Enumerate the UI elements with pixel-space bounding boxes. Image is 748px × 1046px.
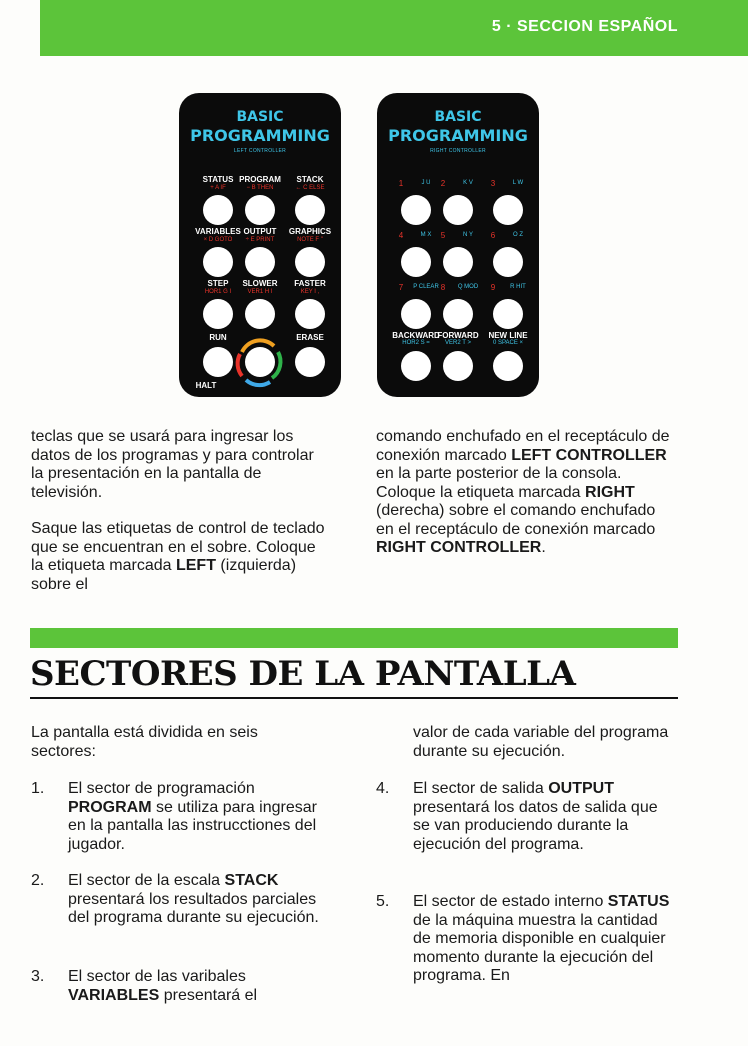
keypad-button	[401, 299, 431, 329]
key-label: RUN	[209, 333, 227, 342]
halt-label: HALT	[195, 381, 217, 390]
section-title: SECTORES DE LA PANTALLA	[30, 654, 576, 694]
key-label: STACK	[296, 175, 324, 184]
keypad-title: PROGRAMMING	[388, 126, 528, 145]
key-label: FORWARD	[437, 331, 479, 340]
intro-left-column	[31, 428, 327, 594]
key-label: ERASE	[296, 333, 324, 342]
key-sublabel: ÷ E PRINT	[245, 237, 275, 243]
key-sublabel: O Z	[513, 232, 523, 238]
keypad-button	[493, 195, 523, 225]
body-intro: La pantalla está dividida en seis sectores:	[31, 724, 258, 760]
keypad-button	[203, 247, 233, 277]
right-controller-keypad	[377, 93, 539, 397]
section-header: 5 · SECCION ESPAÑOL	[491, 18, 678, 35]
key-sublabel: + A IF	[210, 185, 226, 191]
key-sublabel: N Y	[463, 232, 473, 238]
key-label: FASTER	[294, 279, 326, 288]
keypad-button	[493, 299, 523, 329]
keypad-button	[203, 195, 233, 225]
key-label: STEP	[207, 279, 229, 288]
keypad-button	[401, 195, 431, 225]
key-sublabel: KEY I ,	[300, 289, 320, 295]
keypad-title: BASIC	[236, 109, 284, 125]
keypad-button	[401, 247, 431, 277]
key-number: 5	[440, 231, 446, 240]
key-sublabel: R HIT	[510, 284, 526, 290]
keypad-button	[295, 347, 325, 377]
cycle-arrows-icon	[230, 332, 290, 392]
key-number: 7	[398, 283, 404, 292]
key-sublabel: 0 SPACE ×	[492, 340, 524, 346]
keypad-subtitle: LEFT CONTROLLER	[233, 148, 287, 154]
keypad-button	[295, 299, 325, 329]
body-continuation: valor de cada variable del programa durante su ejecución.	[413, 724, 669, 760]
keypad-button	[295, 195, 325, 225]
key-label: SLOWER	[242, 279, 278, 288]
key-label: PROGRAM	[239, 175, 281, 184]
key-sublabel: K V	[463, 180, 473, 186]
key-sublabel: HOR2 S =	[402, 340, 430, 346]
keypad-button	[443, 351, 473, 381]
key-sublabel: HOR1 G I	[204, 289, 232, 295]
key-number: 1	[398, 179, 404, 188]
key-sublabel: × D GOTO	[203, 237, 233, 243]
keypad-title: BASIC	[434, 109, 482, 125]
key-sublabel: NOTE F "	[297, 237, 323, 243]
paragraph: comando enchufado en el receptáculo de conexión marcado LEFT CONTROLLER en la parte posterior de la consola. Coloque la etiqueta marcada RIGHT (derecha) sobre el comando enchufado en el receptáculo de conexión marcado RIGHT CONTROLLER.	[376, 428, 670, 556]
key-sublabel: VER2 T >	[445, 340, 471, 346]
key-number: 3	[490, 179, 496, 188]
paragraph: Saque las etiquetas de control de teclado que se encuentran en el sobre. Coloque la etiqueta marcada LEFT (izquierda) sobre el	[31, 520, 325, 593]
keypad-button	[295, 247, 325, 277]
keypad-title: PROGRAMMING	[190, 126, 330, 145]
title-underline	[30, 697, 678, 699]
key-number: 9	[490, 283, 496, 292]
key-label: VARIABLES	[195, 227, 241, 236]
key-sublabel: M X	[420, 232, 432, 238]
key-sublabel: J U	[421, 180, 431, 186]
left-controller-keypad	[179, 93, 341, 397]
keypad-button	[443, 195, 473, 225]
keypad-button	[401, 351, 431, 381]
keypad-button	[443, 299, 473, 329]
paragraph: teclas que se usará para ingresar los datos de los programas y para controlar la presentación en la pantalla de televisión.	[31, 428, 314, 501]
green-divider	[30, 628, 678, 648]
key-number: 6	[490, 231, 496, 240]
keypad-button	[245, 247, 275, 277]
keypad-button	[443, 247, 473, 277]
key-label: GRAPHICS	[288, 227, 332, 236]
key-number: 4	[398, 231, 404, 240]
key-sublabel: ← C ELSE	[295, 185, 325, 191]
keypad-button	[245, 195, 275, 225]
key-number: 8	[440, 283, 446, 292]
key-sublabel: P CLEAR	[413, 284, 439, 290]
keypad-button	[203, 347, 233, 377]
key-label: STATUS	[202, 175, 234, 184]
key-sublabel: VER1 H I	[247, 289, 273, 295]
keypad-button	[203, 299, 233, 329]
key-label: BACKWARD	[392, 331, 440, 340]
key-label: NEW LINE	[488, 331, 528, 340]
key-sublabel: L W	[512, 180, 524, 186]
keypad-subtitle: RIGHT CONTROLLER	[430, 148, 486, 154]
key-number: 2	[440, 179, 446, 188]
intro-right-column	[376, 428, 676, 558]
keypad-button	[493, 351, 523, 381]
keypad-button	[493, 247, 523, 277]
key-label: OUTPUT	[243, 227, 277, 236]
keypad-button	[245, 299, 275, 329]
key-sublabel: − B THEN	[246, 185, 274, 191]
key-sublabel: Q MOD	[457, 284, 479, 290]
